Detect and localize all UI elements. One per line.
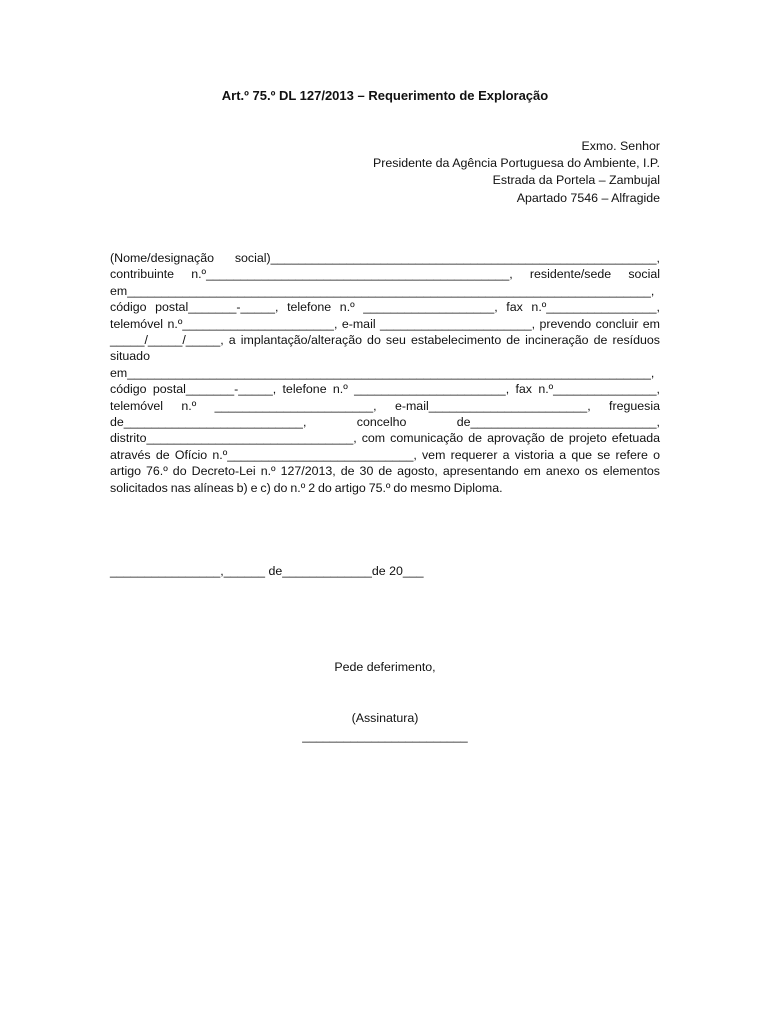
signature-line: ________________________ [302,729,468,743]
signature-block [0,709,770,745]
request-body [110,250,660,496]
addressee-block [373,138,660,207]
addressee-line-1: Exmo. Senhor [581,139,660,153]
addressee-line-4: Apartado 7546 – Alfragide [516,190,660,205]
document-title: Art.º 75.º DL 127/2013 – Requerimento de Exploração [221,88,549,103]
request-paragraph: (Nome/designação social)________________________________________________________, contribuinte n.º____________________________________________, residente/sede social em____________________________________________________________________________, código postal_______-_____, telefone n.º ___________________, fax n.º________________, telemóvel n.º______________________, e-mail ______________________, prevendo concluir em _____/_____/_____, a implantação/alteração do seu estabelecimento de incineração de resíduos situado em____________________________________________________________________________, código postal_______-_____, telefone n.º ______________________, fax n.º_______________, telemóvel n.º _______________________, e-mail_______________________, freguesia de__________________________, concelho de___________________________, distrito______________________________, com comunicação de aprovação de projeto efetuada através de Ofício n.º___________________________, vem requerer a vistoria a que se refere o artigo 76.º do Decreto-Lei n.º 127/2013, de 30 de agosto, apresentando em anexo os elementos solicitados nas alíneas b) e c) do n.º 2 do artigo 75.º do mesmo Diploma. [110,251,660,495]
signature-label: (Assinatura) [351,711,419,725]
addressee-line-3: Estrada da Portela – Zambujal [492,173,660,188]
date-line: ________________,______ de_____________de 20___ [110,564,424,578]
closing-text: Pede deferimento, [334,660,436,674]
addressee-line-2: Presidente da Agência Portuguesa do Ambiente, I.P. [372,156,660,171]
